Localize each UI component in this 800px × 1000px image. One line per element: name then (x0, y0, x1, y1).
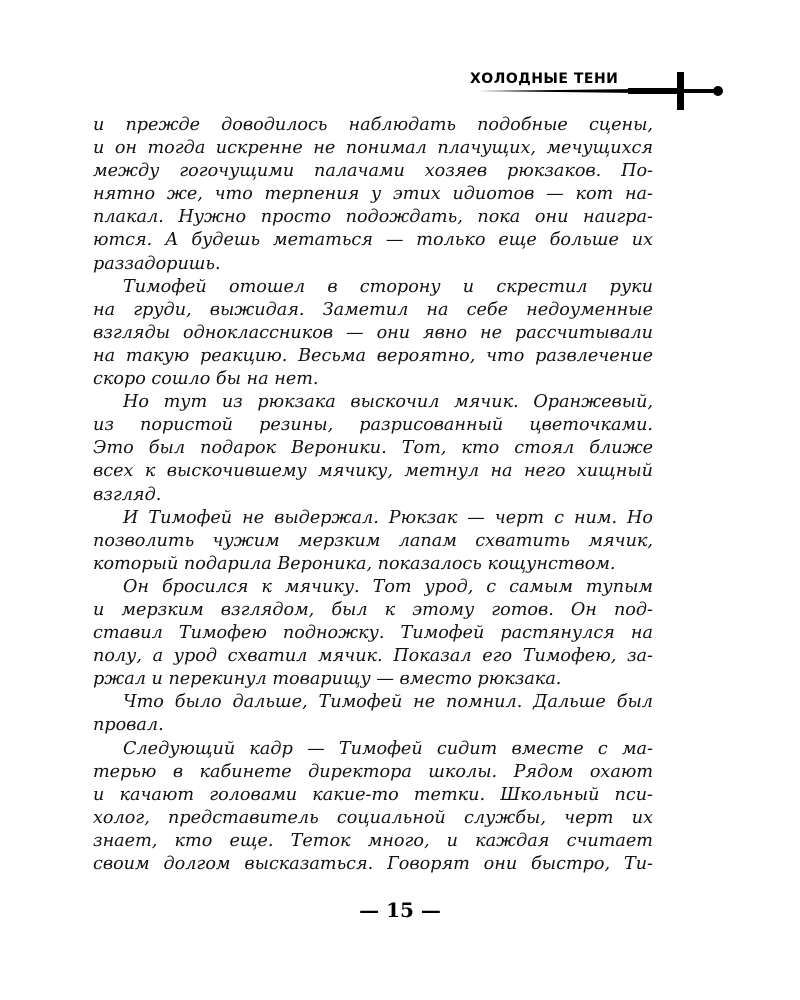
main-text-body (93, 114, 653, 876)
text-line: ются. А будешь метаться — только еще больше их (93, 230, 653, 251)
text-line: Что было дальше, Тимофей не помнил. Дальше был (123, 692, 653, 713)
running-header-title: ХОЛОДНЫЕ ТЕНИ (470, 71, 619, 87)
text-line: на такую реакцию. Весьма вероятно, что развлечение (93, 345, 653, 366)
text-line: скоро сошло бы на нет. (93, 369, 319, 390)
text-line: и прежде доводилось наблюдать подобные сцены, (93, 115, 653, 135)
text-line: Тимофей отошел в сторону и скрестил руки (123, 276, 653, 297)
text-line: И Тимофей не выдержал. Рюкзак — черт с ним. Но (123, 507, 653, 528)
text-line: раззадоришь. (93, 253, 221, 274)
text-line: нятно же, что терпения у этих идиотов — кот на- (93, 184, 653, 205)
text-line: плакал. Нужно просто подождать, пока они наигра- (93, 207, 653, 228)
text-line: своим долгом высказаться. Говорят они быстро, Ти- (93, 854, 653, 874)
text-line: Он бросился к мячику. Тот урод, с самым тупым (123, 576, 653, 597)
text-line: и он тогда искренне не понимал плачущих, мечущихся (93, 138, 653, 159)
text-line: на груди, выжидая. Заметил на себе недоуменные (93, 299, 653, 320)
sword-cross-icon (478, 66, 728, 116)
text-line: Следующий кадр — Тимофей сидит вместе с ма- (123, 738, 653, 759)
text-line: из пористой резины, разрисованный цветочками. (93, 415, 653, 436)
text-line: и качают головами какие-то тетки. Школьный пси- (93, 784, 653, 805)
text-line: Но тут из рюкзака выскочил мячик. Оранжевый, (123, 392, 653, 413)
page-number: — 15 — (359, 898, 441, 922)
text-line: Это был подарок Вероники. Тот, кто стоял ближе (93, 438, 653, 459)
text-line: ставил Тимофею подножку. Тимофей растянулся на (93, 623, 653, 644)
text-line: терью в кабинете директора школы. Рядом охают (93, 761, 653, 782)
text-line: который подарила Вероника, показалось кощунством. (93, 553, 616, 574)
text-line: взгляд. (93, 484, 162, 505)
text-line: холог, представитель социальной службы, черт их (93, 807, 653, 828)
text-line: между гогочущими палачами хозяев рюкзаков. По- (93, 161, 653, 182)
text-line: позволить чужим мерзким лапам схватить мячик, (93, 530, 653, 551)
text-line: взгляды одноклассников — они явно не рассчитывали (93, 322, 653, 343)
text-line: ржал и перекинул товарищу — вместо рюкзака. (93, 669, 562, 690)
text-line: полу, а урод схватил мячик. Показал его Тимофею, за- (93, 646, 653, 667)
text-line: провал. (93, 715, 164, 736)
text-line: знает, кто еще. Теток много, и каждая считает (93, 830, 653, 851)
text-line: всех к выскочившему мячику, метнул на него хищный (93, 461, 653, 482)
text-line: и мерзким взглядом, был к этому готов. Он под- (93, 599, 653, 620)
